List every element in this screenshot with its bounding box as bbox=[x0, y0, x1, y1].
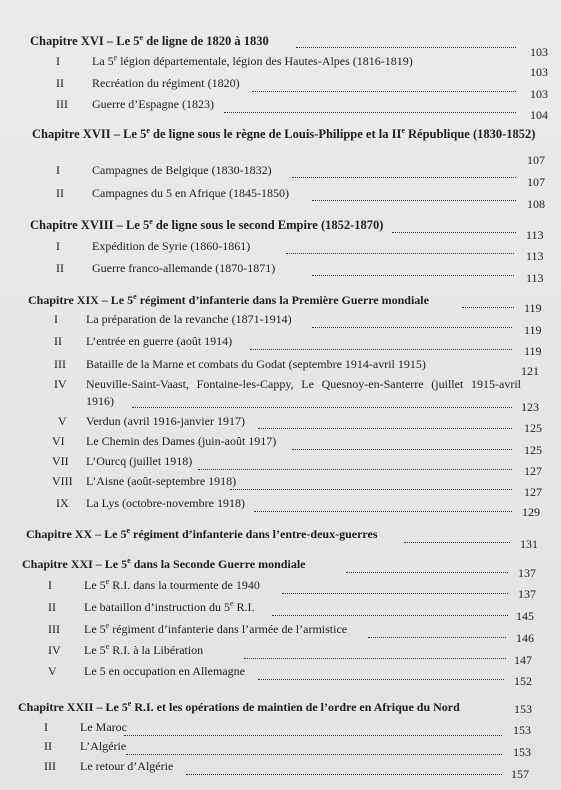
section-number: VII bbox=[52, 454, 69, 468]
section-title: Campagnes du 5 en Afrique (1845-1850) bbox=[92, 186, 289, 200]
page-number: 103 bbox=[530, 45, 548, 59]
section-title: L’entrée en guerre (août 1914) bbox=[86, 334, 233, 348]
page-number: 113 bbox=[526, 228, 544, 242]
section-title: Guerre franco-allemande (1870-1871) bbox=[92, 261, 276, 275]
section-number: II bbox=[48, 600, 56, 614]
page-number: 147 bbox=[514, 653, 532, 667]
ordinal-superscript: e bbox=[113, 53, 118, 62]
chapter-title: Chapitre XXII – Le 5e R.I. et les opérations de maintien de l’ordre en Afrique du Nord bbox=[18, 699, 460, 714]
section-title: Le Chemin des Dames (juin-août 1917) bbox=[86, 434, 277, 448]
section-number: IV bbox=[48, 643, 61, 657]
section-number: VIII bbox=[52, 474, 73, 488]
dot-leader bbox=[272, 614, 508, 616]
section-number: VI bbox=[52, 434, 65, 448]
dot-leader bbox=[186, 773, 502, 775]
dot-leader bbox=[296, 46, 516, 48]
section-number: II bbox=[56, 76, 64, 90]
section-title: Le 5e R.I. à la Libération bbox=[84, 642, 204, 657]
section-number: II bbox=[44, 739, 52, 753]
page-number: 146 bbox=[516, 631, 534, 645]
chapter-title: Chapitre XX – Le 5e régiment d’infanterie dans l’entre-deux-guerres bbox=[26, 526, 378, 541]
dot-leader bbox=[392, 231, 516, 233]
dot-leader bbox=[224, 111, 516, 113]
section-number: V bbox=[58, 414, 67, 428]
dot-leader bbox=[292, 176, 516, 178]
section-title: L’Ourcq (juillet 1918) bbox=[86, 454, 193, 468]
page-number: 103 bbox=[530, 65, 548, 79]
dot-leader bbox=[126, 753, 502, 755]
section-number: I bbox=[56, 163, 60, 177]
ordinal-superscript: e bbox=[127, 699, 132, 708]
section-title: Le Maroc bbox=[80, 720, 127, 734]
page-number: 125 bbox=[524, 443, 542, 457]
dot-leader bbox=[244, 657, 506, 659]
dot-leader bbox=[198, 468, 512, 470]
dot-leader bbox=[258, 678, 504, 680]
dot-leader bbox=[292, 448, 512, 450]
page-number: 131 bbox=[520, 537, 538, 551]
ordinal-superscript: e bbox=[105, 621, 110, 630]
page-number: 103 bbox=[530, 87, 548, 101]
chapter-title: Chapitre XVIII – Le 5e de ligne sous le second Empire (1852-1870) bbox=[30, 217, 384, 232]
section-number: IV bbox=[54, 377, 67, 391]
section-title: Neuville-Saint-Vaast, Fontaine-les-Cappy, Le Quesnoy-en-Santerre (juillet 1915-avril 1916) bbox=[86, 377, 521, 408]
dot-leader bbox=[346, 571, 508, 573]
section-number: II bbox=[56, 261, 64, 275]
page-number: 153 bbox=[514, 702, 532, 716]
chapter-title: Chapitre XVI – Le 5e de ligne de 1820 à 1830 bbox=[30, 33, 269, 48]
ordinal-superscript: e bbox=[133, 292, 137, 301]
section-title: Campagnes de Belgique (1830-1832) bbox=[92, 163, 272, 177]
section-title: Recréation du régiment (1820) bbox=[92, 76, 240, 90]
section-title: Expédition de Syrie (1860-1861) bbox=[92, 239, 251, 253]
ordinal-superscript: e bbox=[139, 33, 144, 42]
section-title: L’Aisne (août-septembre 1918) bbox=[86, 474, 237, 488]
page-number: 152 bbox=[514, 674, 532, 688]
dot-leader bbox=[404, 541, 510, 543]
chapter-title: Chapitre XIX – Le 5e régiment d’infanterie dans la Première Guerre mondiale bbox=[28, 292, 429, 307]
page-number: 125 bbox=[524, 421, 542, 435]
page-number: 153 bbox=[513, 745, 531, 759]
page-number: 119 bbox=[524, 301, 542, 315]
dot-leader bbox=[282, 592, 508, 594]
ordinal-superscript: e bbox=[127, 556, 131, 565]
dot-leader bbox=[462, 306, 514, 308]
page-number: 157 bbox=[511, 767, 529, 781]
section-number: II bbox=[56, 186, 64, 200]
section-number: I bbox=[54, 312, 58, 326]
section-number: I bbox=[56, 239, 60, 253]
page-number: 123 bbox=[521, 400, 539, 414]
section-number: III bbox=[44, 759, 56, 773]
dot-leader bbox=[312, 326, 512, 328]
section-number: II bbox=[54, 334, 62, 348]
dot-leader bbox=[230, 488, 512, 490]
chapter-title: Chapitre XXI – Le 5e dans la Seconde Guerre mondiale bbox=[22, 556, 306, 571]
section-number: III bbox=[48, 622, 60, 636]
page-number: 153 bbox=[513, 723, 531, 737]
toc-chapter bbox=[32, 126, 549, 143]
section-title: Verdun (avril 1916-janvier 1917) bbox=[86, 414, 245, 428]
ordinal-superscript: e bbox=[126, 526, 131, 535]
page-number: 145 bbox=[516, 609, 534, 623]
section-title: Le 5 en occupation en Allemagne bbox=[84, 664, 245, 678]
page-number: 137 bbox=[518, 587, 536, 601]
dot-leader bbox=[124, 734, 502, 736]
page-number: 129 bbox=[522, 505, 540, 519]
chapter-title: Chapitre XVII – Le 5e de ligne sous le règne de Louis-Philippe et la IIe République (1830-1852) bbox=[32, 126, 536, 141]
dot-leader bbox=[254, 510, 512, 512]
section-title: Le 5e régiment d’infanterie dans l’armée de l’armistice bbox=[84, 621, 348, 636]
page-number: 119 bbox=[524, 344, 542, 358]
page-number: 137 bbox=[518, 566, 536, 580]
toc-chapter bbox=[18, 699, 543, 716]
ordinal-superscript: e bbox=[146, 126, 150, 135]
page-number: 113 bbox=[526, 249, 544, 263]
ordinal-superscript: e bbox=[105, 642, 110, 651]
section-title: L’Algérie bbox=[80, 739, 127, 753]
dot-leader bbox=[132, 406, 512, 408]
section-title: Guerre d’Espagne (1823) bbox=[92, 97, 214, 111]
section-number: IX bbox=[56, 496, 69, 510]
section-title: La préparation de la revanche (1871-1914) bbox=[86, 312, 292, 326]
page-number: 108 bbox=[527, 197, 545, 211]
dot-leader bbox=[258, 427, 512, 429]
section-number: V bbox=[48, 664, 57, 678]
dot-leader bbox=[250, 348, 512, 350]
section-number: I bbox=[44, 720, 48, 734]
section-title: Le retour d’Algérie bbox=[80, 759, 174, 773]
section-title: Le 5e R.I. dans la tourmente de 1940 bbox=[84, 577, 260, 592]
ordinal-superscript: e bbox=[229, 599, 234, 608]
section-number: III bbox=[56, 97, 68, 111]
page-number: 119 bbox=[524, 323, 542, 337]
ordinal-superscript: e bbox=[105, 577, 110, 586]
section-number: I bbox=[48, 578, 52, 592]
page-number: 107 bbox=[527, 175, 545, 189]
page-number: 113 bbox=[526, 271, 544, 285]
page-number: 107 bbox=[527, 153, 545, 167]
page-number: 127 bbox=[524, 464, 542, 478]
section-title: La Lys (octobre-novembre 1918) bbox=[86, 496, 245, 510]
dot-leader bbox=[286, 252, 514, 254]
page-number: 121 bbox=[521, 364, 539, 378]
dot-leader bbox=[368, 636, 506, 638]
dot-leader bbox=[252, 90, 516, 92]
ordinal-superscript: e bbox=[149, 217, 153, 226]
section-title: La 5e légion départementale, légion des Hautes-Alpes (1816-1819) bbox=[92, 53, 413, 68]
section-title: Le bataillon d’instruction du 5e R.I. bbox=[84, 599, 255, 614]
ordinal-superscript: e bbox=[401, 126, 405, 135]
dot-leader bbox=[312, 199, 516, 201]
dot-leader bbox=[312, 274, 514, 276]
section-title: Bataille de la Marne et combats du Godat (septembre 1914-avril 1915) bbox=[86, 357, 426, 371]
section-number: III bbox=[54, 357, 66, 371]
page-number: 127 bbox=[524, 485, 542, 499]
section-number: I bbox=[56, 54, 60, 68]
page-number: 104 bbox=[530, 108, 548, 122]
